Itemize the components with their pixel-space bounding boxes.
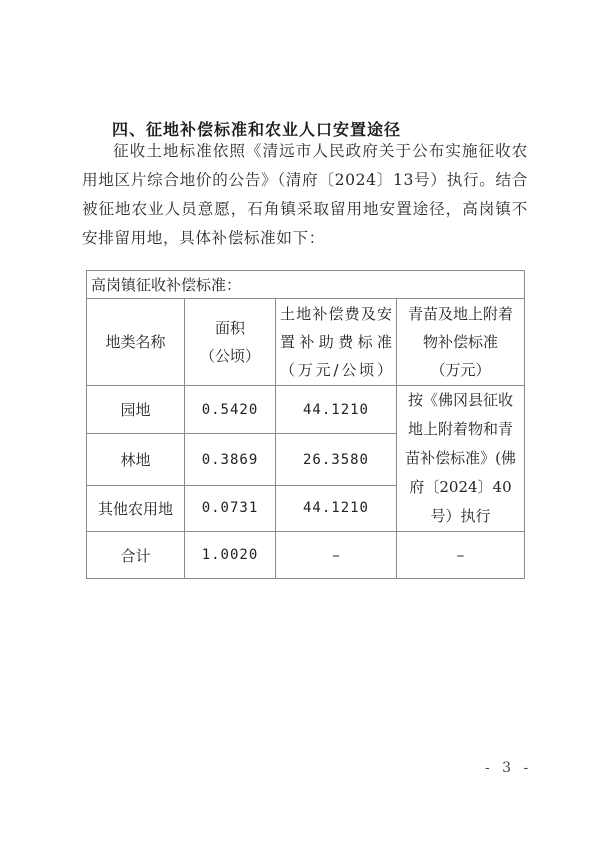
header-crop-line3: （万元）	[430, 361, 491, 379]
cell-land-compensation: 26.3580	[276, 434, 397, 485]
cell-land-type: 园地	[87, 386, 185, 434]
cell-total-crop-compensation: –	[397, 532, 525, 579]
header-crop-compensation	[397, 299, 525, 386]
table-header-row	[87, 299, 525, 386]
header-land-compensation: 土地补偿费及安置补助费标准（万元/公顷）	[276, 299, 397, 386]
page-number: - 3 -	[485, 760, 533, 776]
cell-crop-compensation-merged: 按《佛冈县征收地上附着物和青苗补偿标准》(佛府〔2024〕40号）执行	[397, 386, 525, 532]
cell-total-label: 合计	[87, 532, 185, 579]
cell-total-area: 1.0020	[185, 532, 276, 579]
cell-land-compensation: 44.1210	[276, 386, 397, 434]
table-row	[87, 386, 525, 434]
header-area-line1: 面积	[214, 319, 245, 337]
section-heading: 四、征地补偿标准和农业人口安置途径	[112, 120, 402, 139]
header-land-type: 地类名称	[87, 299, 185, 386]
table-caption: 高岗镇征收补偿标准：	[87, 271, 525, 299]
header-crop-line1: 青苗及地上附着	[408, 305, 514, 323]
cell-area: 0.0731	[185, 485, 276, 531]
compensation-table	[86, 270, 525, 579]
cell-land-compensation: 44.1210	[276, 485, 397, 531]
section-paragraph: 征收土地标准依照《清远市人民政府关于公布实施征收农用地区片综合地价的公告》（清府〔2024〕13号）执行。结合被征地农业人员意愿，石角镇采取留用地安置途径，高岗镇不安排留用地，具体补偿标准如下：	[82, 142, 528, 247]
cell-land-type: 其他农用地	[87, 485, 185, 531]
header-crop-line2: 物补偿标准	[423, 333, 499, 351]
header-area-line2: （公顷）	[199, 347, 260, 365]
cell-area: 0.5420	[185, 386, 276, 434]
header-area	[185, 299, 276, 386]
cell-area: 0.3869	[185, 434, 276, 485]
cell-land-type: 林地	[87, 434, 185, 485]
cell-total-land-compensation: –	[276, 532, 397, 579]
table-total-row	[87, 532, 525, 579]
